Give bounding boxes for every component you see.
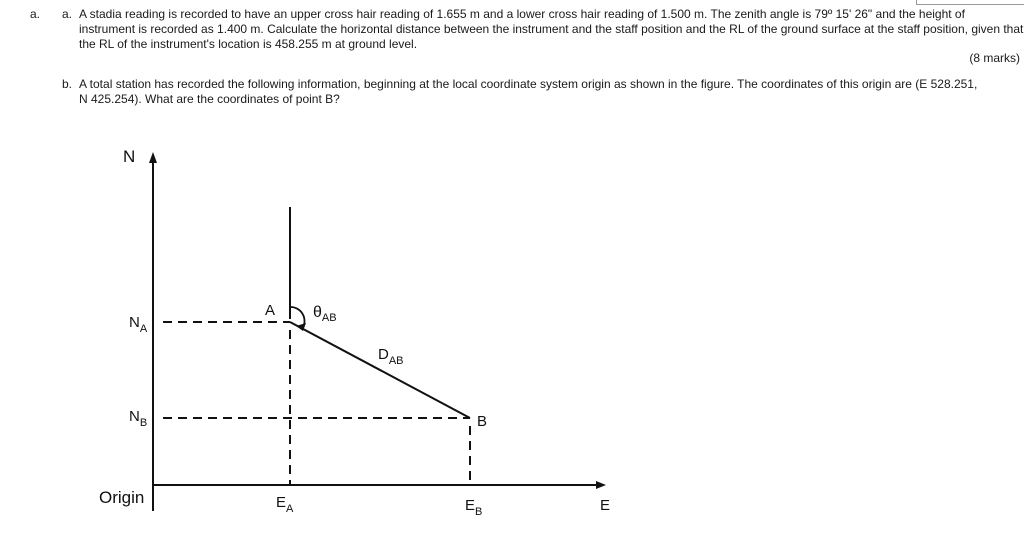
eb-label: $E_B$ — [465, 497, 483, 518]
question-a-marks: (8 marks) — [969, 51, 1020, 65]
ea-label: $E_A$ — [276, 494, 294, 515]
outer-item-label: a. — [30, 7, 41, 21]
question-b-text: A total station has recorded the following information, beginning at the local coordinate system origin as shown in the figure. The coordinates of this origin are (E 528.251, N 425.254). What are the coordinates of point B? — [79, 77, 978, 106]
east-axis-label: E — [600, 497, 611, 514]
na-label: $N_A$ — [129, 314, 148, 335]
point-b-label: B — [477, 413, 488, 430]
north-axis-label: N — [123, 147, 136, 166]
question-a-text: A stadia reading is recorded to have an upper cross hair reading of 1.655 m and a lower cross hair reading of 1.500 m. The zenith angle is 79º 15' 26" and the height of instrument is recorded as 1.400 m. Calculate the horizontal distance between the instrument and the staff position and the RL of the ground surface at the staff position, given that the RL of the instrument's location is 458.255 m at ground level. — [79, 7, 1024, 51]
east-arrow-icon — [596, 481, 606, 489]
north-arrow-icon — [149, 152, 157, 163]
distance-ab-label: $D_{AB}$ — [378, 346, 404, 367]
origin-label: Origin — [99, 488, 145, 507]
nb-label: $N_B$ — [129, 408, 148, 429]
point-a-label: A — [265, 302, 276, 319]
question-a-prefix: a. — [62, 7, 73, 21]
question-b-prefix: b. — [62, 77, 73, 91]
line-ab — [290, 322, 470, 418]
theta-ab-label: $\theta_{AB}$ — [313, 304, 337, 324]
